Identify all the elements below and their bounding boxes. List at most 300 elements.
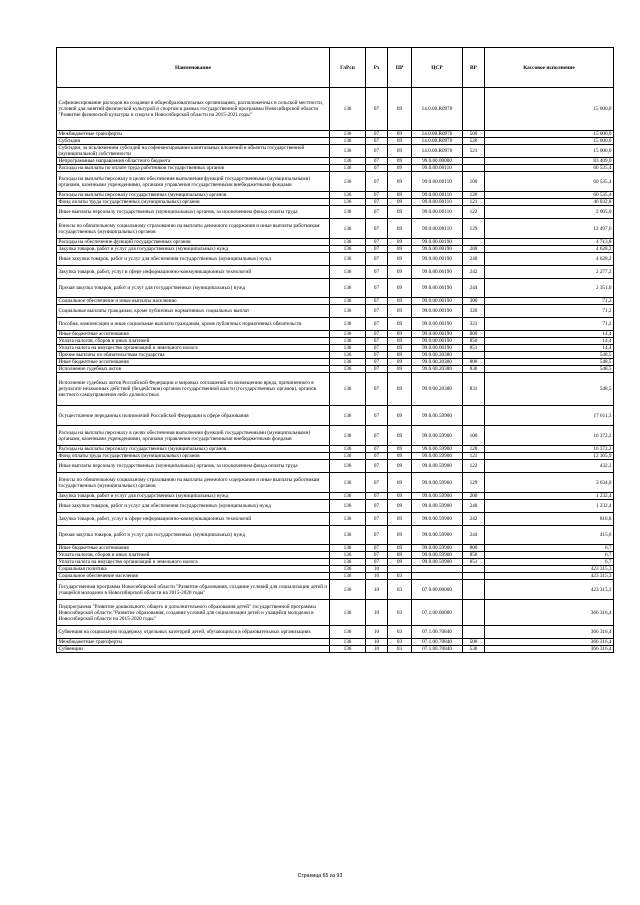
row-name: Прочая закупка товаров, работ и услуг для государственных (муниципальных) нужд <box>57 526 330 545</box>
table-row <box>57 373 614 406</box>
row-section: 07 <box>366 338 388 345</box>
row-amount: 14,4 <box>485 338 614 345</box>
row-name: Иные закупки товаров, работ и услуг для обеспечения государственных (муниципальных) нужд <box>57 500 330 513</box>
row-amount: 415,6 <box>485 526 614 545</box>
row-section: 07 <box>366 199 388 206</box>
row-amount: 548,5 <box>485 359 614 366</box>
table-row <box>57 639 614 646</box>
row-vr: 851 <box>463 559 485 566</box>
row-name: Иные выплаты персоналу государственных (муниципальных) органов, за исключением фонда оплаты труда <box>57 206 330 219</box>
row-csr: 99.0.00.59900 <box>412 526 463 545</box>
row-name: Пособия, компенсации и иные социальные выплаты гражданам, кроме публичных нормативных обязательств <box>57 318 330 331</box>
row-section: 07 <box>366 406 388 426</box>
row-csr: 99.0.00.59900 <box>412 513 463 526</box>
row-subsection: 09 <box>388 298 412 305</box>
row-name: Субсидии, за исключением субсидий на софинансирование капитальных вложений в объекты государственной (муниципальной) собственности <box>57 145 330 158</box>
row-vr: 200 <box>463 246 485 253</box>
row-grbs: 136 <box>330 453 366 460</box>
row-grbs: 136 <box>330 239 366 246</box>
table-row <box>57 453 614 460</box>
row-name: Социальная политика <box>57 566 330 573</box>
row-csr: 07.1.00.70840 <box>412 626 463 639</box>
row-vr: 121 <box>463 199 485 206</box>
row-amount: 71,2 <box>485 318 614 331</box>
row-csr: 99.0.00.00190 <box>412 253 463 266</box>
row-subsection: 03 <box>388 626 412 639</box>
row-subsection: 09 <box>388 513 412 526</box>
row-amount: 366 316,4 <box>485 646 614 653</box>
table-row <box>57 513 614 526</box>
row-amount: 548,5 <box>485 373 614 406</box>
row-name: Уплата налога на имущество организаций и земельного налога <box>57 345 330 352</box>
row-csr: 99.0.00.59900 <box>412 559 463 566</box>
row-grbs: 136 <box>330 545 366 552</box>
table-row <box>57 88 614 131</box>
row-csr: 99.0.00.59900 <box>412 500 463 513</box>
row-section: 07 <box>366 426 388 446</box>
row-vr: 122 <box>463 460 485 473</box>
row-subsection: 03 <box>388 580 412 600</box>
row-grbs: 136 <box>330 352 366 359</box>
row-vr <box>463 88 485 131</box>
row-section: 07 <box>366 513 388 526</box>
row-csr: 99.0.00.00190 <box>412 298 463 305</box>
row-grbs: 136 <box>330 513 366 526</box>
row-subsection: 09 <box>388 500 412 513</box>
row-vr: 800 <box>463 331 485 338</box>
row-grbs: 136 <box>330 338 366 345</box>
row-section: 07 <box>366 206 388 219</box>
row-subsection: 09 <box>388 552 412 559</box>
row-vr: 120 <box>463 446 485 453</box>
row-csr: 99.0.00.00110 <box>412 192 463 199</box>
row-subsection: 03 <box>388 600 412 626</box>
row-name: Социальное обеспечение населения <box>57 573 330 580</box>
table-row <box>57 345 614 352</box>
table-row <box>57 460 614 473</box>
row-name: Иные закупки товаров, работ и услуг для обеспечения государственных (муниципальных) нужд <box>57 253 330 266</box>
row-amount: 60 535,4 <box>485 172 614 192</box>
row-amount: 2 351,0 <box>485 279 614 298</box>
row-csr <box>412 573 463 580</box>
row-csr: 99.0.00.00190 <box>412 331 463 338</box>
row-amount: 2 005,0 <box>485 206 614 219</box>
row-amount: 423 315,3 <box>485 580 614 600</box>
row-amount: 366 316,4 <box>485 639 614 646</box>
row-section: 07 <box>366 192 388 199</box>
row-section: 07 <box>366 559 388 566</box>
table-row <box>57 473 614 493</box>
row-grbs: 136 <box>330 552 366 559</box>
row-amount: 4 713,8 <box>485 239 614 246</box>
row-section: 07 <box>366 526 388 545</box>
row-grbs: 136 <box>330 331 366 338</box>
table-row <box>57 600 614 626</box>
row-grbs: 136 <box>330 446 366 453</box>
table-row <box>57 279 614 298</box>
row-csr: 99.0.00.20380 <box>412 366 463 373</box>
row-csr: 99.0.00.59900 <box>412 446 463 453</box>
table-row <box>57 172 614 192</box>
row-subsection: 09 <box>388 345 412 352</box>
row-amount: 16 372,2 <box>485 446 614 453</box>
row-subsection: 09 <box>388 446 412 453</box>
row-vr: 800 <box>463 545 485 552</box>
row-section: 07 <box>366 158 388 165</box>
row-grbs: 136 <box>330 345 366 352</box>
header-vr: ВР <box>463 48 485 88</box>
row-section: 07 <box>366 266 388 279</box>
budget-table-container <box>56 47 613 653</box>
row-subsection: 09 <box>388 219 412 239</box>
row-section: 07 <box>366 131 388 138</box>
table-row <box>57 305 614 318</box>
row-subsection: 09 <box>388 373 412 406</box>
row-vr: 242 <box>463 513 485 526</box>
row-subsection: 09 <box>388 545 412 552</box>
row-name: Прочие выплаты по обязательствам государства <box>57 352 330 359</box>
page-number: Страница 65 из 93 <box>297 873 343 879</box>
row-name: Уплата налогов, сборов и иных платежей <box>57 338 330 345</box>
row-name: Софинансирование расходов на создание в общеобразовательных организациях, расположенных в сельской местности, условий для занятий физической культурой и спортом в рамках государственной программы Новосибирской области "Развитие физической культуры и спорта в Новосибирской области на 2015-2021 годы" <box>57 88 330 131</box>
row-name: Субвенция на социальную поддержку отдельных категорий детей, обучающихся в образовательных организациях <box>57 626 330 639</box>
table-row <box>57 500 614 513</box>
row-subsection: 09 <box>388 131 412 138</box>
row-grbs: 136 <box>330 406 366 426</box>
table-row <box>57 338 614 345</box>
row-grbs: 136 <box>330 192 366 199</box>
row-grbs: 136 <box>330 373 366 406</box>
row-grbs: 136 <box>330 253 366 266</box>
table-row <box>57 352 614 359</box>
row-subsection: 09 <box>388 318 412 331</box>
row-csr: 99.0.00.59900 <box>412 552 463 559</box>
row-grbs: 136 <box>330 298 366 305</box>
row-amount: 46 032,8 <box>485 199 614 206</box>
row-name: Закупка товаров, работ, услуг в сфере информационно-коммуникационных технологий <box>57 513 330 526</box>
row-vr <box>463 573 485 580</box>
row-section: 07 <box>366 305 388 318</box>
row-grbs: 136 <box>330 138 366 145</box>
row-grbs: 136 <box>330 626 366 639</box>
row-csr: 99.0.00.59900 <box>412 473 463 493</box>
row-vr: 500 <box>463 639 485 646</box>
row-amount: 366 316,4 <box>485 600 614 626</box>
row-subsection: 09 <box>388 192 412 199</box>
row-amount: 4 628,2 <box>485 253 614 266</box>
row-subsection: 09 <box>388 352 412 359</box>
row-vr: 120 <box>463 192 485 199</box>
row-name: Уплата налогов, сборов и иных платежей <box>57 552 330 559</box>
row-section: 10 <box>366 566 388 573</box>
row-name: Социальные выплаты гражданам, кроме публичных нормативных социальных выплат <box>57 305 330 318</box>
row-amount: 6,7 <box>485 545 614 552</box>
row-csr: 99.0.00.00190 <box>412 345 463 352</box>
row-subsection: 09 <box>388 88 412 131</box>
row-section: 10 <box>366 573 388 580</box>
row-grbs: 136 <box>330 199 366 206</box>
row-section: 10 <box>366 600 388 626</box>
row-amount: 71,2 <box>485 305 614 318</box>
table-row <box>57 559 614 566</box>
row-name: Фонд оплаты труда государственных (муниципальных) органов <box>57 453 330 460</box>
row-amount: 816,8 <box>485 513 614 526</box>
row-vr <box>463 239 485 246</box>
row-section: 07 <box>366 359 388 366</box>
table-header-row <box>57 48 614 88</box>
row-section: 07 <box>366 318 388 331</box>
row-grbs: 136 <box>330 158 366 165</box>
row-section: 07 <box>366 366 388 373</box>
row-amount: 4 628,2 <box>485 246 614 253</box>
row-vr: 200 <box>463 493 485 500</box>
table-row <box>57 580 614 600</box>
row-subsection: 09 <box>388 239 412 246</box>
row-grbs: 136 <box>330 206 366 219</box>
row-vr: 129 <box>463 473 485 493</box>
header-cash-execution: Кассовое исполнение <box>485 48 614 88</box>
row-amount: 12 497,6 <box>485 219 614 239</box>
row-section: 07 <box>366 145 388 158</box>
table-row <box>57 266 614 279</box>
row-vr <box>463 352 485 359</box>
row-vr: 831 <box>463 373 485 406</box>
row-amount: 60 535,4 <box>485 192 614 199</box>
row-subsection: 09 <box>388 331 412 338</box>
header-name: Наименование <box>57 48 330 88</box>
row-vr <box>463 158 485 165</box>
table-row <box>57 426 614 446</box>
row-section: 10 <box>366 626 388 639</box>
row-section: 10 <box>366 646 388 653</box>
row-csr: 07.1.00.70840 <box>412 646 463 653</box>
row-vr: 320 <box>463 305 485 318</box>
table-row <box>57 145 614 158</box>
row-name: Межбюджетные трансферты <box>57 131 330 138</box>
row-subsection: 03 <box>388 646 412 653</box>
row-name: Социальное обеспечение и иные выплаты населению <box>57 298 330 305</box>
row-csr: 99.0.00.59900 <box>412 406 463 426</box>
row-name: Субвенции <box>57 646 330 653</box>
row-section: 07 <box>366 88 388 131</box>
header-subsection: ПР <box>388 48 412 88</box>
row-vr: 129 <box>463 219 485 239</box>
row-csr: 99.0.00.20380 <box>412 373 463 406</box>
row-vr: 240 <box>463 253 485 266</box>
row-name: Подпрограмма "Развитие дошкольного, общего и дополнительного образования детей" государственной программы Новосибирской области "Развитие образования, создание условий для социализации детей и учащейся молодежи в Новосибирской области на 2015-2020 годы" <box>57 600 330 626</box>
row-csr: 99.0.00.00110 <box>412 172 463 192</box>
row-csr: 14.0.00.R0970 <box>412 88 463 131</box>
row-subsection: 09 <box>388 338 412 345</box>
row-csr: 99.0.00.20380 <box>412 352 463 359</box>
row-name: Иные бюджетные ассигнования <box>57 545 330 552</box>
row-amount: 15 000,0 <box>485 138 614 145</box>
row-vr: 100 <box>463 426 485 446</box>
row-section: 07 <box>366 493 388 500</box>
row-csr: 99.0.00.00190 <box>412 305 463 318</box>
row-name: Непрограммные направления областного бюджета <box>57 158 330 165</box>
row-amount: 15 000,0 <box>485 131 614 138</box>
row-name: Фонд оплаты труда государственных (муниципальных) органов <box>57 199 330 206</box>
row-subsection: 09 <box>388 426 412 446</box>
row-subsection: 09 <box>388 206 412 219</box>
row-vr: 321 <box>463 318 485 331</box>
row-vr <box>463 600 485 626</box>
table-row <box>57 192 614 199</box>
row-vr: 100 <box>463 172 485 192</box>
row-subsection: 09 <box>388 279 412 298</box>
table-row <box>57 331 614 338</box>
row-name: Взносы по обязательному социальному страхованию на выплаты денежного содержания и иные выплаты работникам государственных (муниципальных) органов <box>57 219 330 239</box>
row-amount: 15 000,0 <box>485 88 614 131</box>
row-csr: 99.0.00.00190 <box>412 338 463 345</box>
row-amount: 14,4 <box>485 345 614 352</box>
row-section: 07 <box>366 545 388 552</box>
row-name: Исполнение судебных актов Российской Федерации и мировых соглашений по возмещению вреда, причиненного в результате незаконных действий (бездействия) органов государственной власти (государственных органов), органов местного самоуправления либо должностных <box>57 373 330 406</box>
row-grbs: 136 <box>330 145 366 158</box>
row-name: Субсидии <box>57 138 330 145</box>
row-grbs: 136 <box>330 266 366 279</box>
row-section: 07 <box>366 172 388 192</box>
row-vr <box>463 626 485 639</box>
row-subsection: 09 <box>388 493 412 500</box>
row-csr: 99.0.00.00190 <box>412 318 463 331</box>
row-section: 10 <box>366 580 388 600</box>
row-amount: 17 611,3 <box>485 406 614 426</box>
row-csr: 99.0.00.00190 <box>412 239 463 246</box>
row-name: Расходы на обеспечение функций государственных органов <box>57 239 330 246</box>
row-grbs: 136 <box>330 426 366 446</box>
row-grbs: 136 <box>330 646 366 653</box>
row-section: 07 <box>366 373 388 406</box>
row-vr: 850 <box>463 338 485 345</box>
row-csr: 14.0.00.R0970 <box>412 145 463 158</box>
table-row <box>57 206 614 219</box>
row-grbs: 136 <box>330 473 366 493</box>
table-row <box>57 545 614 552</box>
table-row <box>57 626 614 639</box>
row-grbs: 136 <box>330 600 366 626</box>
row-grbs: 136 <box>330 165 366 172</box>
row-vr: 242 <box>463 266 485 279</box>
row-subsection: 09 <box>388 453 412 460</box>
row-amount: 6,7 <box>485 552 614 559</box>
row-grbs: 136 <box>330 526 366 545</box>
row-subsection: 09 <box>388 526 412 545</box>
table-row <box>57 158 614 165</box>
row-csr: 99.0.00.20380 <box>412 359 463 366</box>
row-csr: 99.0.00.00000 <box>412 158 463 165</box>
row-grbs: 136 <box>330 318 366 331</box>
row-name: Иные выплаты персоналу государственных (муниципальных) органов, за исключением фонда оплаты труда <box>57 460 330 473</box>
row-grbs: 136 <box>330 566 366 573</box>
table-row <box>57 493 614 500</box>
row-name: Закупка товаров, работ и услуг для государственных (муниципальных) нужд <box>57 246 330 253</box>
row-amount: 366 316,4 <box>485 626 614 639</box>
row-amount: 16 372,2 <box>485 426 614 446</box>
row-grbs: 136 <box>330 500 366 513</box>
row-subsection: 09 <box>388 165 412 172</box>
budget-execution-table <box>56 47 614 653</box>
row-vr: 851 <box>463 345 485 352</box>
row-subsection: 09 <box>388 145 412 158</box>
row-subsection <box>388 566 412 573</box>
row-section: 07 <box>366 352 388 359</box>
row-name: Государственная программа Новосибирской области "Развитие образования, создание условий для социализации детей и учащейся молодежи в Новосибирской области на 2015-2020 годы" <box>57 580 330 600</box>
row-grbs: 136 <box>330 131 366 138</box>
row-vr: 121 <box>463 453 485 460</box>
row-name: Взносы по обязательному социальному страхованию на выплаты денежного содержания и иные выплаты работникам государственных (муниципальных) органов <box>57 473 330 493</box>
row-grbs: 136 <box>330 172 366 192</box>
row-amount: 71,2 <box>485 298 614 305</box>
row-vr: 500 <box>463 131 485 138</box>
row-name: Закупка товаров, работ и услуг для государственных (муниципальных) нужд <box>57 493 330 500</box>
row-csr: 14.0.00.R0970 <box>412 138 463 145</box>
table-row <box>57 646 614 653</box>
row-section: 07 <box>366 239 388 246</box>
row-subsection: 09 <box>388 199 412 206</box>
table-row <box>57 219 614 239</box>
row-name: Расходы на выплаты персоналу в целях обеспечения выполнения функций государственными (муниципальными) органами, казенными учреждениями, органами управления государственными внебюджетными фондами <box>57 172 330 192</box>
row-grbs: 136 <box>330 305 366 318</box>
row-section: 07 <box>366 446 388 453</box>
row-subsection: 09 <box>388 266 412 279</box>
row-vr: 240 <box>463 500 485 513</box>
row-grbs: 136 <box>330 493 366 500</box>
row-csr: 99.0.00.00190 <box>412 266 463 279</box>
row-amount: 1 232,4 <box>485 500 614 513</box>
row-grbs: 136 <box>330 460 366 473</box>
row-grbs: 136 <box>330 88 366 131</box>
row-subsection: 09 <box>388 460 412 473</box>
row-csr: 99.0.00.59900 <box>412 545 463 552</box>
row-csr: 99.0.00.59900 <box>412 460 463 473</box>
row-section: 07 <box>366 453 388 460</box>
header-grbs: ГлРсп <box>330 48 366 88</box>
row-subsection: 09 <box>388 246 412 253</box>
row-amount: 423 315,3 <box>485 573 614 580</box>
row-vr: 244 <box>463 279 485 298</box>
table-row <box>57 298 614 305</box>
row-amount: 15 000,0 <box>485 145 614 158</box>
row-vr <box>463 580 485 600</box>
row-amount: 3 634,0 <box>485 473 614 493</box>
row-name: Иные бюджетные ассигнования <box>57 359 330 366</box>
row-name: Межбюджетные трансферты <box>57 639 330 646</box>
row-grbs: 136 <box>330 559 366 566</box>
table-row <box>57 246 614 253</box>
row-csr: 07.1.00.70840 <box>412 639 463 646</box>
row-vr <box>463 165 485 172</box>
row-csr: 99.0.00.00190 <box>412 246 463 253</box>
row-name: Расходы на выплаты по оплате труда работников государственных органов <box>57 165 330 172</box>
table-row <box>57 359 614 366</box>
row-amount: 12 305,9 <box>485 453 614 460</box>
row-grbs: 136 <box>330 219 366 239</box>
row-amount: 6,7 <box>485 559 614 566</box>
row-csr: 99.0.00.00110 <box>412 199 463 206</box>
row-section: 07 <box>366 500 388 513</box>
row-csr: 07.0.00.00000 <box>412 580 463 600</box>
row-section: 07 <box>366 279 388 298</box>
table-row <box>57 253 614 266</box>
row-name: Исполнение судебных актов <box>57 366 330 373</box>
row-csr <box>412 566 463 573</box>
row-name: Расходы на выплаты персоналу в целях обеспечения выполнения функций государственными (муниципальными) органами, казенными учреждениями, органами управления государственными внебюджетными фондами <box>57 426 330 446</box>
table-row <box>57 138 614 145</box>
row-amount: 423 315,3 <box>485 566 614 573</box>
row-subsection: 09 <box>388 359 412 366</box>
